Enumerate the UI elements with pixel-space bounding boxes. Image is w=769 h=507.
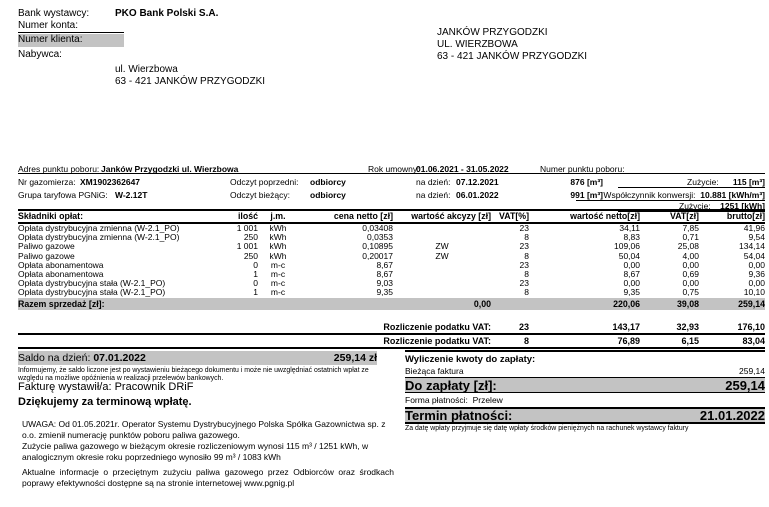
table-row: Opłata abonamentowa 0 m-c 8,67 23 0,00 0,00 0,00 <box>18 260 765 270</box>
issuer-label: Fakturę wystawił/a: <box>18 381 112 393</box>
table-row: Opłata dystrybucyjna zmienna (W-2.1_PO) 250 kWh 0,0353 8 8,83 0,71 9,54 <box>18 233 765 243</box>
payment-method-row <box>405 393 765 409</box>
footnote-info: Aktualne informacje o przeciętnym zużyciu paliwa gazowego przez Odbiorców oraz środkach poprawy efektywności dostępne są na stronie internetowej www.pgnig.pl <box>22 467 394 488</box>
prev-date: 07.12.2021 <box>456 177 499 187</box>
total-net: 220,06 <box>529 298 640 310</box>
col-unit: j.m. <box>258 210 298 223</box>
payment-box <box>405 350 765 433</box>
table-row: Opłata dystrybucyjna zmienna (W-2.1_PO) 1 001 kWh 0,03408 23 34,11 7,85 41,96 <box>18 223 765 233</box>
due-bar <box>405 378 765 393</box>
tariff-label: Grupa taryfowa PGNiG: <box>18 190 108 200</box>
current-invoice-label: Bieżąca faktura <box>405 366 464 376</box>
balance-label: Saldo na dzień: <box>18 352 91 364</box>
total-excise: 0,00 <box>393 298 491 310</box>
due-label: Do zapłaty [zł]: <box>405 377 497 393</box>
read-curr-label: Odczyt bieżący: <box>230 190 290 200</box>
recipient-line1: JANKÓW PRZYGODZKI <box>437 27 548 38</box>
usage-m3-line <box>618 177 765 188</box>
meter-value: XM1902362647 <box>80 177 141 187</box>
table-row: Opłata dystrybucyjna stała (W-2.1_PO) 0 m-c 9,03 23 0,00 0,00 0,00 <box>18 279 765 289</box>
col-vat: VAT[zł] <box>640 210 699 223</box>
bank-label: Bank wystawcy: <box>18 8 90 19</box>
conversion-label: Współczynnik konwersji: <box>603 190 696 200</box>
vat-row-8: Rozliczenie podatku VAT: 8 76,89 6,15 83,04 <box>18 334 765 348</box>
prev-reading: 876 [m³] <box>570 177 603 187</box>
buyer-street: ul. Wierzbowa <box>115 64 178 75</box>
total-gross: 259,14 <box>699 298 765 310</box>
table-row: Opłata dystrybucyjna stała (W-2.1_PO) 1 m-c 9,35 8 9,35 0,75 10,10 <box>18 288 765 298</box>
client-number-label: Numer klienta: <box>18 34 124 47</box>
read-curr-value: odbiorcy <box>310 190 346 200</box>
deadline-value: 21.01.2022 <box>699 408 765 423</box>
curr-date-label: na dzień: <box>416 190 451 200</box>
col-name: Składniki opłat: <box>18 210 218 223</box>
footnote-usage: Zużycie paliwa gazowego w bieżącym okresie rozliczeniowym wynosi 115 m³ / 1251 kWh, w analogicznym okresie roku poprzedniego wynosiło 99 m³ / 1083 kWh <box>22 441 369 462</box>
buyer-city: 63 - 421 JANKÓW PRZYGODZKI <box>115 76 266 87</box>
thanks-line: Dziękujemy za terminową wpłatę. <box>18 396 192 408</box>
current-invoice-amount: 259,14 <box>739 366 765 376</box>
usage-label-2: Zużycie: <box>679 201 711 211</box>
issuer-line <box>18 381 193 393</box>
vat-summary-table <box>18 321 765 349</box>
total-vat: 39,08 <box>640 298 699 310</box>
contract-label: Rok umowny: <box>368 164 420 174</box>
meta-row-3 <box>18 188 765 201</box>
usage-m3: 115 [m³] <box>732 177 765 187</box>
deadline-bar <box>405 409 765 424</box>
table-row: Opłata abonamentowa 1 m-c 8,67 8 8,67 0,69 9,36 <box>18 270 765 280</box>
col-vat-pct: VAT[%] <box>491 210 529 223</box>
deadline-label: Termin płatności: <box>405 408 513 423</box>
meta-row-2 <box>18 175 765 188</box>
charges-header-row <box>18 210 765 223</box>
col-gross: brutto[zł] <box>699 210 765 223</box>
recipient-line2: UL. WIERZBOWA <box>437 39 518 50</box>
total-label: Razem sprzedaż [zł]: <box>18 298 298 310</box>
read-prev-value: odbiorcy <box>310 177 346 187</box>
balance-bar <box>18 351 377 365</box>
usage-kwh: 1251 [kWh] <box>720 201 765 211</box>
charges-total-row <box>18 298 765 310</box>
address-label: Adres punktu poboru: <box>18 164 100 174</box>
conversion-line <box>576 190 765 201</box>
payment-method-value: Przelew <box>472 395 503 405</box>
read-prev-label: Odczyt poprzedni: <box>230 177 299 187</box>
buyer-label: Nabywca: <box>18 49 62 60</box>
table-row: Paliwo gazowe 250 kWh 0,20017 ZW 8 50,04 4,00 54,04 <box>18 251 765 261</box>
meta-row-1 <box>18 162 765 174</box>
account-label: Numer konta: <box>18 20 79 31</box>
address-value: Janków Przygodzki ul. Wierzbowa <box>101 164 239 174</box>
recipient-line3: 63 - 421 JANKÓW PRZYGODZKI <box>437 51 588 62</box>
col-price: cena netto [zł] <box>298 210 393 223</box>
curr-date: 06.01.2022 <box>456 190 499 200</box>
divider <box>18 32 124 33</box>
point-number-label: Numer punktu poboru: <box>540 164 625 174</box>
recipient-address <box>437 27 587 63</box>
meter-label: Nr gazomierza: <box>18 177 76 187</box>
balance-date: 07.01.2022 <box>93 352 146 364</box>
footnote-uwaga: UWAGA: Od 01.05.2021r. Operator Systemu Dystrybucyjnego Polska Spółka Gazownictwa sp. z o.o. zmienił numerację punktów poboru paliwa gazowego. <box>22 419 386 440</box>
charges-table <box>18 209 765 310</box>
bank-name: PKO Bank Polski S.A. <box>115 8 219 19</box>
balance-note: Informujemy, że saldo liczone jest po wystawieniu bieżącego dokumentu i może nie uwzględniać ostatnich wpłat ze względu na możliwe opóźnienia w realizacji przelewów bankowych. <box>18 367 369 382</box>
usage-label: Zużycie: <box>687 177 719 187</box>
contract-value: 01.06.2021 - 31.05.2022 <box>416 164 509 174</box>
col-net: wartość netto[zł] <box>529 210 640 223</box>
table-row: Paliwo gazowe 1 001 kWh 0,10895 ZW 23 109,06 25,08 134,14 <box>18 242 765 252</box>
curr-reading: 991 [m³] <box>570 190 603 200</box>
payment-calc-title: Wyliczenie kwoty do zapłaty: <box>405 354 536 365</box>
payment-method-label: Forma płatności: <box>405 395 468 405</box>
payment-note: Za datę wpłaty przyjmuje się datę wpłaty środków pieniężnych na rachunek wystawcy faktury <box>405 425 689 432</box>
col-excise: wartość akcyzy [zł] <box>393 210 491 223</box>
vat-row-23: Rozliczenie podatku VAT: 23 143,17 32,93 176,10 <box>18 321 765 334</box>
issuer-value: Pracownik DRiF <box>114 381 194 393</box>
prev-date-label: na dzień: <box>416 177 451 187</box>
due-amount: 259,14 <box>725 377 765 393</box>
balance-amount: 259,14 zł <box>333 352 377 364</box>
current-invoice-row <box>405 366 765 378</box>
tariff-value: W-2.12T <box>115 190 148 200</box>
conversion-value: 10.881 [kWh/m³] <box>700 190 765 200</box>
col-qty: ilość <box>218 210 258 223</box>
